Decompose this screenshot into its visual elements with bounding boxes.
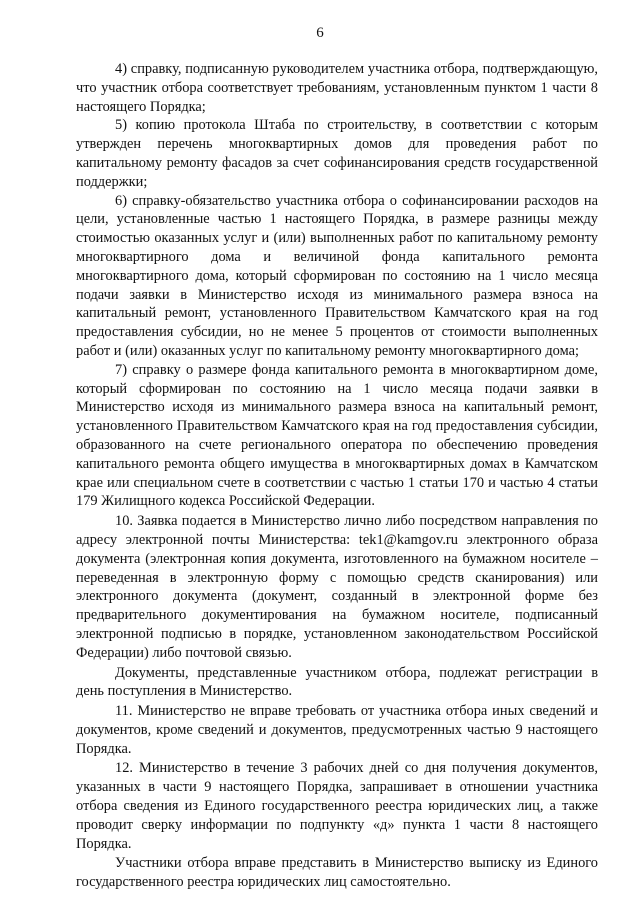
paragraph-item-5: 5) копию протокола Штаба по строительству, в соответствии с которым утвержден перечень многоквартирных домов для проведения работ по капитальному ремонту фасадов за счет софинансирования средств государственной поддержки; [76,117,598,190]
paragraph-item-6: 6) справку-обязательство участника отбора о софинансировании расходов на цели, установленные частью 1 настоящего Порядка, в размере разницы между стоимостью оказанных услуг и (или) выполненных работ по капитальному ремонту многоквартирного дома и величиной фонда капитального ремонта многоквартирного дома, который сформирован по состоянию на 1 число месяца подачи заявки в Министерство исходя из минимального размера взноса на капитальный ремонт, установленного Правительством Камчатского края на год предоставления субсидии, но не менее 5 процентов от стоимости выполненных работ и (или) оказанных услуг по капитальному ремонту многоквартирного дома; [76,192,598,359]
paragraph-registration: Документы, представленные участником отбора, подлежат регистрации в день поступления в Министерство. [76,664,598,700]
paragraph-extract: Участники отбора вправе представить в Министерство выписку из Единого государственного реестра юридических лиц самостоятельно. [76,855,598,891]
paragraph-section-11: 11. Министерство не вправе требовать от участника отбора иных сведений и документов, кроме сведений и документов, предусмотренных частью 9 настоящего Порядка. [76,703,598,757]
document-body [76,60,598,892]
paragraph-section-12: 12. Министерство в течение 3 рабочих дней со дня получения документов, указанных в части 9 настоящего Порядка, запрашивает в отношении участника отбора сведения из Единого государственного реестра юридических лиц, а также проводит сверку информации по подпункту «д» пункта 1 части 8 настоящего Порядка. [76,760,598,852]
paragraph-item-4: 4) справку, подписанную руководителем участника отбора, подтверждающую, что участник отбора соответствует требованиям, установленным пунктом 1 части 8 настоящего Порядка; [76,61,598,115]
paragraph-item-7: 7) справку о размере фонда капитального ремонта в многоквартирном доме, который сформирован по состоянию на 1 число месяца подачи заявки в Министерство исходя из минимального размера взноса на капитальный ремонт, установленного Правительством Камчатского края на год предоставления субсидии, образованного на счете регионального оператора по обеспечению проведения капитального ремонта общего имущества в многоквартирных домах в Камчатском крае или специальном счете в соответствии с частью 1 статьи 170 и частью 4 статьи 179 Жилищного кодекса Российской Федерации. [76,361,598,510]
page-number: 6 [316,25,324,41]
paragraph-section-10: 10. Заявка подается в Министерство лично либо посредством направления по адресу электронной почты Министерства: tek1@kamgov.ru электронного образа документа (электронная копия документа, изготовленного на бумажном носителе – переведенная в электронную форму с помощью средств сканирования) или электронного документа (документ, созданный в электронной форме без предварительного документирования на бумажном носителе, подписанный электронной подписью в порядке, установленном законодательством Российской Федерации) либо почтовой связью. [76,513,598,661]
